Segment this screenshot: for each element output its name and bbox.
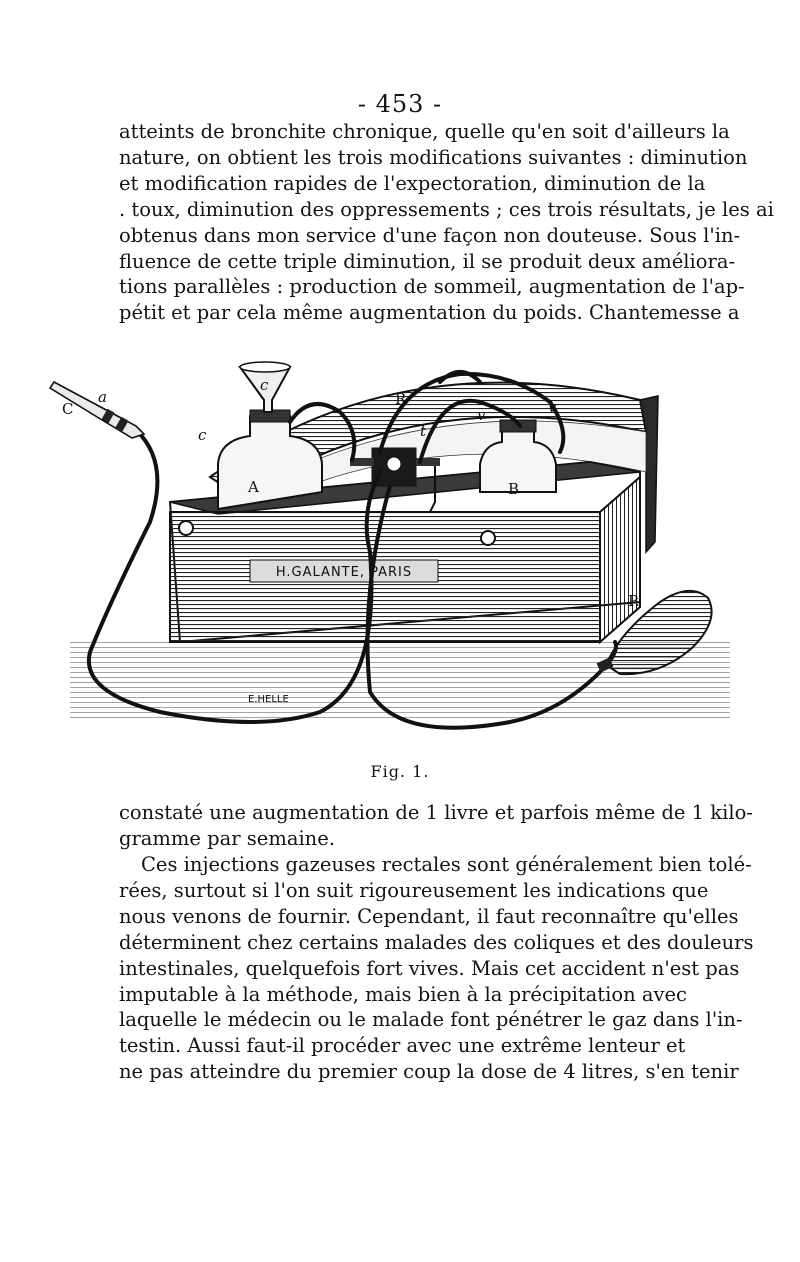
- text-line: atteints de bronchite chronique, quelle qu'en soit d'ailleurs la: [119, 120, 730, 143]
- paragraph-1: [119, 119, 774, 326]
- text-line: gramme par semaine.: [119, 826, 335, 850]
- label-R: R: [395, 390, 407, 408]
- text-line: tions parallèles : production de sommeil, augmentation de l'ap-: [119, 275, 745, 299]
- text-line: et modification rapides de l'expectoration, diminution de la: [119, 171, 706, 195]
- label-A: A: [248, 478, 259, 496]
- text-line: constaté une augmentation de 1 livre et parfois même de 1 kilo-: [119, 801, 753, 824]
- label-c-funnel: c: [260, 376, 269, 394]
- text-line: rées, surtout si l'on suit rigoureusement les indications que: [119, 878, 709, 902]
- text-line: intestinales, quelquefois fort vives. Mais cet accident n'est pas: [119, 956, 740, 980]
- label-v2: v: [548, 398, 557, 416]
- text-line: nous venons de fournir. Cependant, il faut reconnaître qu'elles: [119, 904, 739, 928]
- label-B: B: [508, 480, 520, 498]
- label-v1: v: [477, 406, 486, 424]
- text-line: laquelle le médecin ou le malade font pénétrer le gaz dans l'in-: [119, 1008, 743, 1032]
- text-line: fluence de cette triple diminution, il se produit deux améliora-: [119, 249, 736, 273]
- paragraph-3: [119, 852, 754, 1085]
- text-line: ne pas atteindre du premier coup la dose de 4 litres, s'en tenir: [119, 1060, 739, 1084]
- text-line: Ces injections gazeuses rectales sont généralement bien tolé-: [141, 853, 752, 876]
- text-line: déterminent chez certains malades des coliques et des douleurs: [119, 930, 754, 954]
- engraver-signature: E.HELLE: [248, 694, 289, 705]
- text-line: . toux, diminution des oppressements ; ces trois résultats, je les ai: [119, 197, 774, 221]
- box-inscription: H.GALANTE, PARIS: [275, 565, 413, 580]
- page-number: - 453 -: [357, 90, 443, 118]
- label-t: t: [420, 422, 427, 440]
- label-a: a: [98, 388, 107, 406]
- text-line: nature, on obtient les trois modifications suivantes : diminution: [119, 145, 748, 169]
- label-c-tube: c: [198, 426, 207, 444]
- text-line: pétit et par cela même augmentation du poids. Chantemesse a: [119, 301, 740, 325]
- paragraph-2: [119, 800, 753, 852]
- text-line: imputable à la méthode, mais bien à la précipitation avec: [119, 982, 687, 1006]
- apparatus-illustration: [40, 352, 770, 752]
- label-C: C: [62, 400, 74, 418]
- text-line: testin. Aussi faut-il procéder avec une extrême lenteur et: [119, 1034, 686, 1058]
- label-P: P.: [628, 592, 640, 610]
- text-line: obtenus dans mon service d'une façon non douteuse. Sous l'in-: [119, 223, 741, 247]
- figure-caption: Fig. 1.: [370, 762, 430, 781]
- figure-engraving: [40, 352, 770, 752]
